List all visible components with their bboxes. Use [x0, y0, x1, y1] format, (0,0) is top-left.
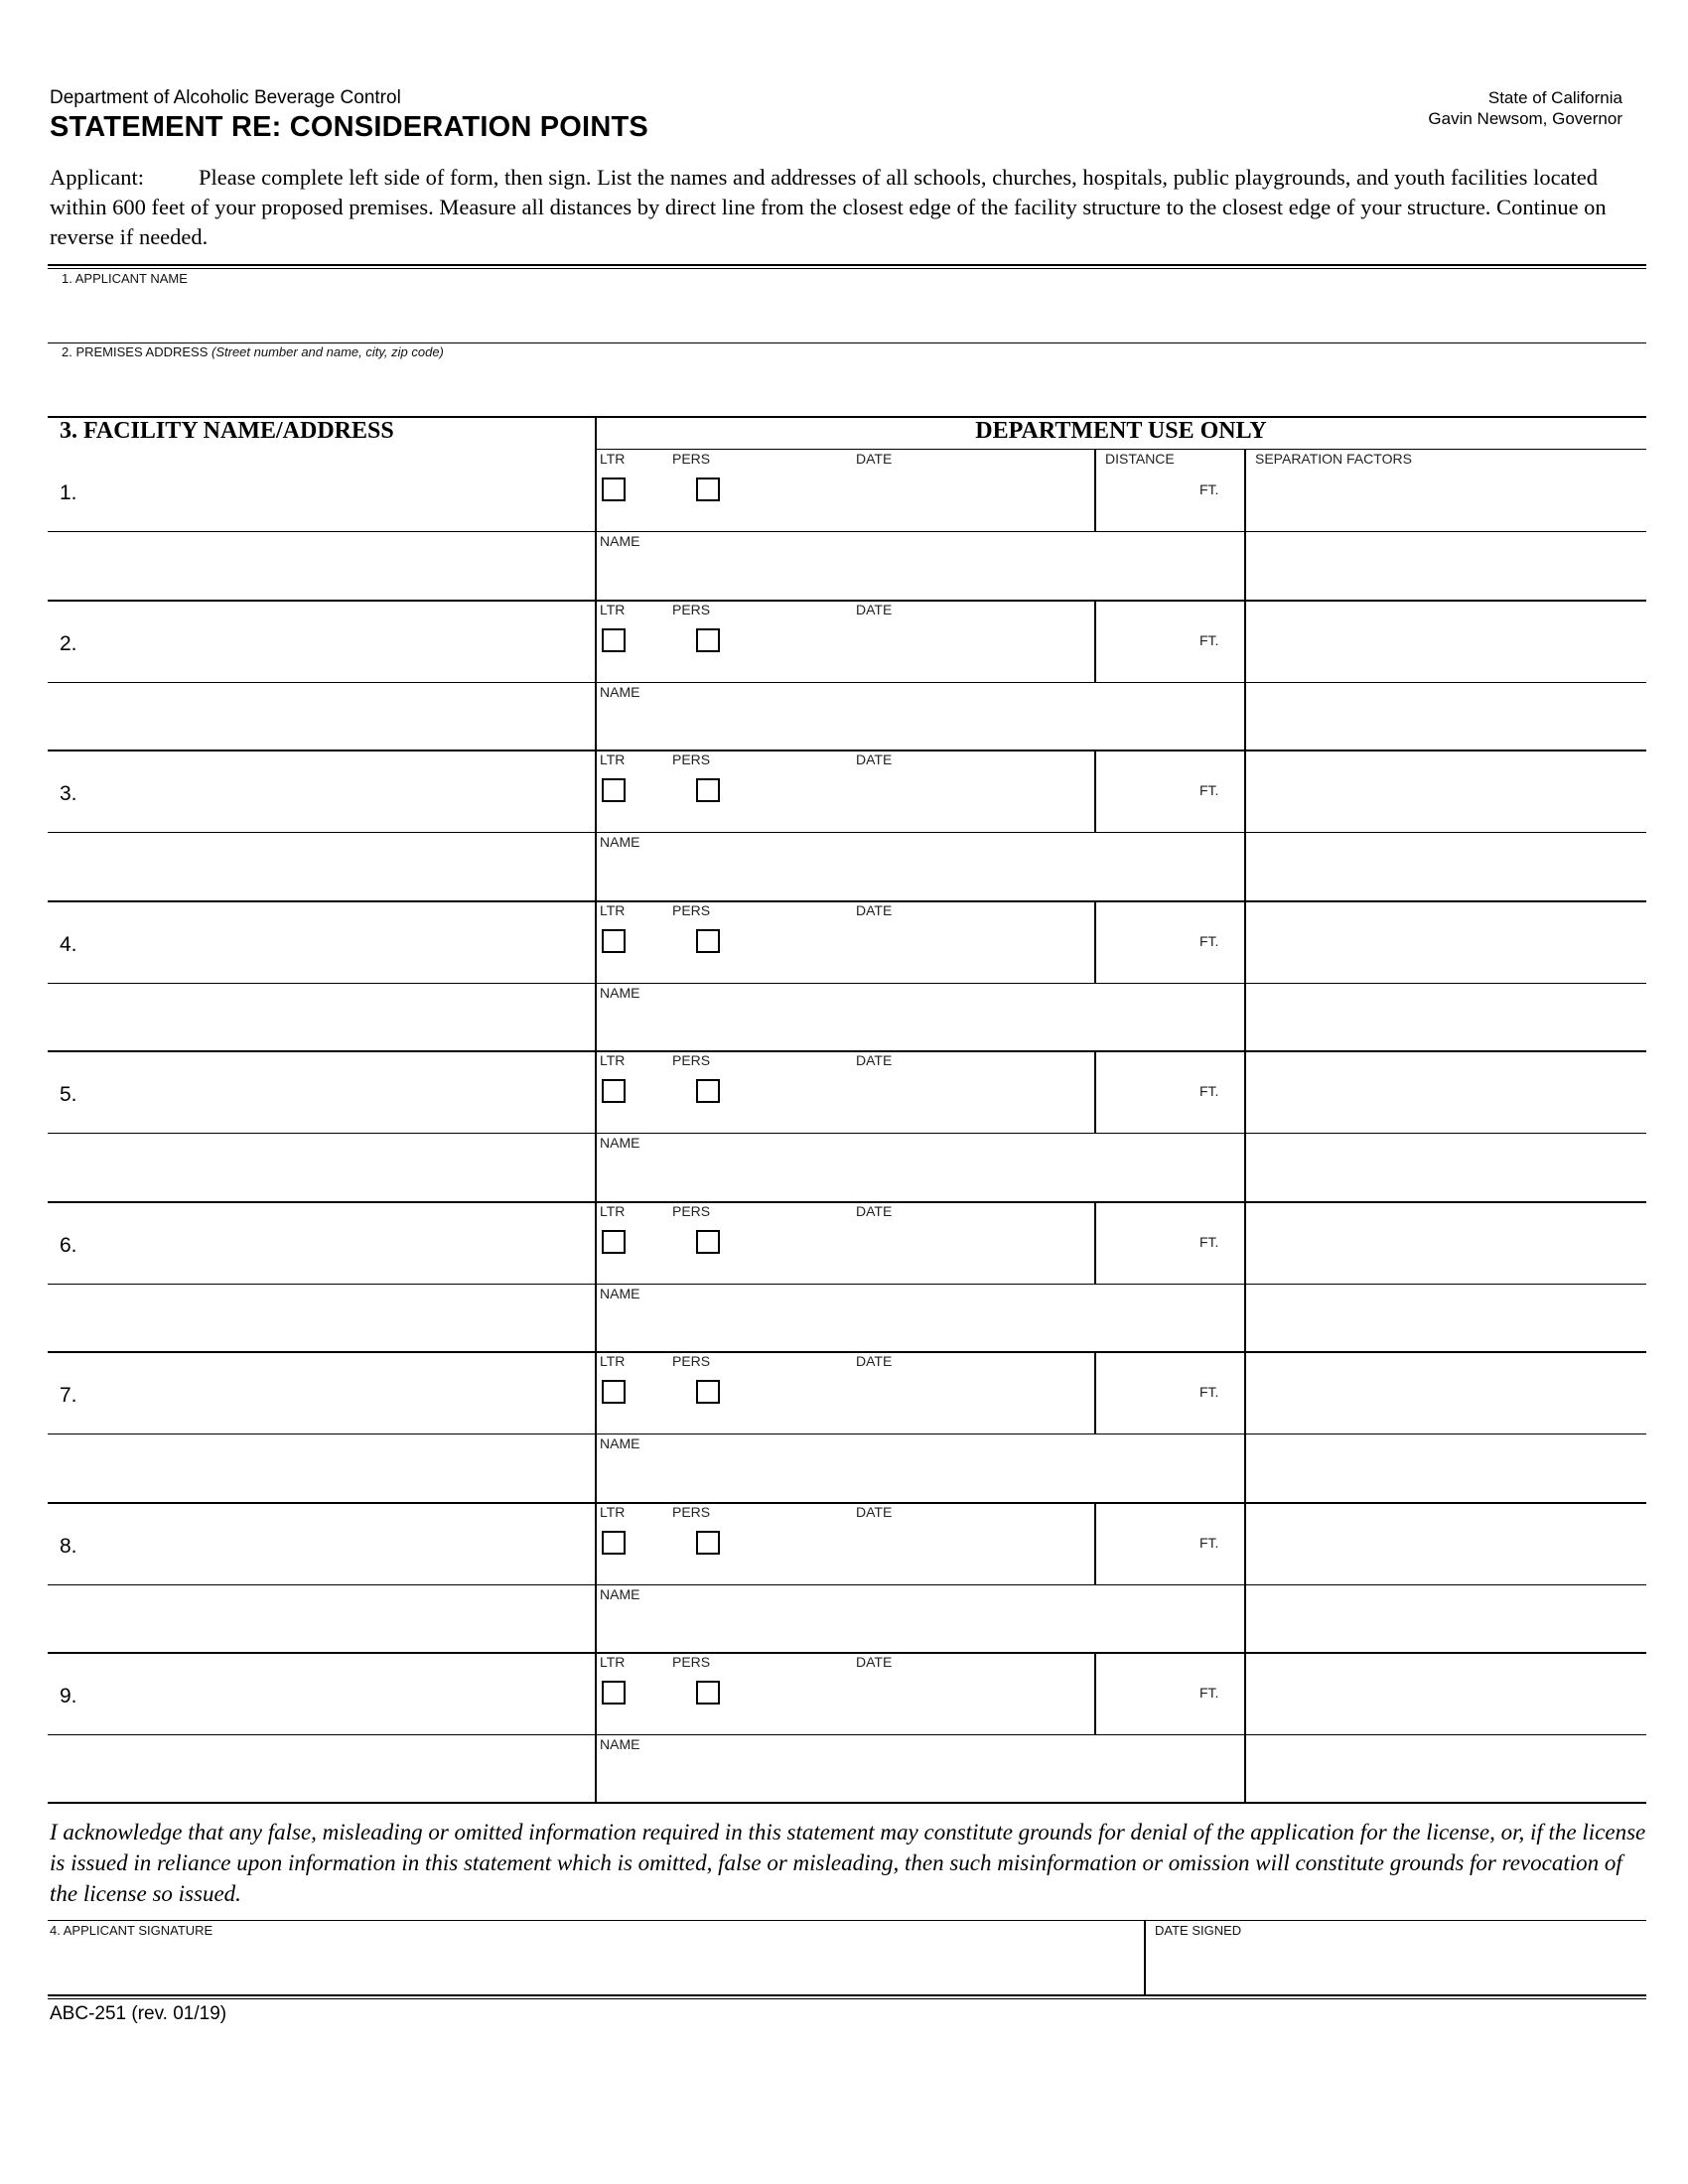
signature-bottom-rule — [48, 1994, 1646, 1996]
row-4-mid-rule — [48, 983, 1646, 984]
row-6-facility-address-field[interactable] — [50, 1285, 594, 1350]
row-9-name-label: NAME — [600, 1736, 640, 1752]
row-1-facility-address-field[interactable] — [50, 532, 594, 598]
row-4-pers-label: PERS — [672, 902, 711, 918]
department-use-header: DEPARTMENT USE ONLY — [975, 418, 1267, 444]
row-5-facility-address-field[interactable] — [50, 1134, 594, 1199]
row-8-distance-divider — [1094, 1502, 1096, 1584]
date-signed-label: DATE SIGNED — [1155, 1923, 1242, 1938]
row-7-distance-divider — [1094, 1351, 1096, 1433]
row-2-ltr-checkbox[interactable] — [602, 628, 626, 652]
row-7-name-label: NAME — [600, 1435, 640, 1451]
premises-address-label: 2. PREMISES ADDRESS — [62, 344, 209, 359]
row-7-ltr-checkbox[interactable] — [602, 1380, 626, 1404]
row-8-pers-label: PERS — [672, 1504, 711, 1520]
row-7-date-label: DATE — [856, 1353, 893, 1369]
row-4-number: 4. — [60, 933, 77, 956]
applicant-name-label: 1. APPLICANT NAME — [62, 271, 188, 286]
row-7-pers-label: PERS — [672, 1353, 711, 1369]
dept-header-rule — [596, 449, 1646, 450]
row-2-pers-label: PERS — [672, 602, 711, 617]
row-2-ft-label: FT. — [1199, 632, 1219, 648]
row-3-pers-checkbox[interactable] — [696, 778, 720, 802]
row-6-name-label: NAME — [600, 1286, 640, 1301]
row-1-number: 1. — [60, 481, 77, 504]
instructions-label: Applicant: — [50, 165, 144, 190]
row-8-ltr-label: LTR — [600, 1504, 626, 1520]
row-1-distance-label: DISTANCE — [1105, 451, 1175, 467]
row-4-ltr-checkbox[interactable] — [602, 929, 626, 953]
row-9-mid-rule — [48, 1734, 1646, 1735]
row-3-date-label: DATE — [856, 751, 893, 767]
row-3-facility-name-field[interactable] — [50, 751, 594, 831]
row-6-facility-name-field[interactable] — [50, 1203, 594, 1283]
row-8-pers-checkbox[interactable] — [696, 1531, 720, 1555]
row-9-pers-label: PERS — [672, 1654, 711, 1670]
row-9-number: 9. — [60, 1685, 77, 1707]
row-3-ft-label: FT. — [1199, 782, 1219, 798]
row-4-ltr-label: LTR — [600, 902, 626, 918]
row-7-mid-rule — [48, 1433, 1646, 1434]
row-5-ltr-checkbox[interactable] — [602, 1079, 626, 1103]
row-3-mid-rule — [48, 832, 1646, 833]
row-3-ltr-checkbox[interactable] — [602, 778, 626, 802]
row-8-name-label: NAME — [600, 1586, 640, 1602]
row-4-distance-divider — [1094, 900, 1096, 983]
row-9-date-label: DATE — [856, 1654, 893, 1670]
department-name: Department of Alcoholic Beverage Control — [50, 87, 401, 108]
row-9-ltr-checkbox[interactable] — [602, 1681, 626, 1705]
signature-divider — [1144, 1920, 1146, 1994]
row-1-ltr-label: LTR — [600, 451, 626, 467]
row-1-facility-name-field[interactable] — [50, 451, 594, 530]
row-6-ltr-checkbox[interactable] — [602, 1230, 626, 1254]
row-3-number: 3. — [60, 782, 77, 805]
row-5-ltr-label: LTR — [600, 1052, 626, 1068]
row-4-pers-checkbox[interactable] — [696, 929, 720, 953]
applicant-name-rule — [48, 342, 1646, 343]
row-1-ft-label: FT. — [1199, 481, 1219, 497]
row-8-ltr-checkbox[interactable] — [602, 1531, 626, 1555]
row-2-name-label: NAME — [600, 684, 640, 700]
row-4-ft-label: FT. — [1199, 933, 1219, 949]
row-5-date-label: DATE — [856, 1052, 893, 1068]
row-6-distance-divider — [1094, 1201, 1096, 1284]
row-5-pers-label: PERS — [672, 1052, 711, 1068]
row-7-pers-checkbox[interactable] — [696, 1380, 720, 1404]
premises-address-hint: (Street number and name, city, zip code) — [211, 344, 444, 359]
row-1-name-label: NAME — [600, 533, 640, 549]
row-2-mid-rule — [48, 682, 1646, 683]
form-id: ABC-251 (rev. 01/19) — [50, 2003, 227, 2024]
row-2-ltr-label: LTR — [600, 602, 626, 617]
state-governor-block — [1428, 87, 1622, 129]
row-2-date-label: DATE — [856, 602, 893, 617]
row-8-facility-address-field[interactable] — [50, 1585, 594, 1651]
row-9-distance-divider — [1094, 1652, 1096, 1734]
row-6-date-label: DATE — [856, 1203, 893, 1219]
row-7-facility-name-field[interactable] — [50, 1353, 594, 1433]
form-title: STATEMENT RE: CONSIDERATION POINTS — [50, 111, 648, 143]
row-5-number: 5. — [60, 1083, 77, 1106]
facility-dept-divider — [595, 416, 597, 1803]
row-5-distance-divider — [1094, 1050, 1096, 1133]
applicant-name-field[interactable] — [48, 288, 1646, 341]
row-1-pers-label: PERS — [672, 451, 711, 467]
row-3-name-label: NAME — [600, 834, 640, 850]
premises-address-label-group — [62, 344, 444, 359]
acknowledgment-text: I acknowledge that any false, misleading or omitted information required in this statement may constitute grounds for denial of the application for the license, or, if the license is issued in reliance upon information in this statement which is omitted, false or misleading, then such misinformation or omission will constitute grounds for revocation of the license so issued. — [50, 1820, 1646, 1906]
row-1-date-label: DATE — [856, 451, 893, 467]
row-9-pers-checkbox[interactable] — [696, 1681, 720, 1705]
row-7-ltr-label: LTR — [600, 1353, 626, 1369]
row-6-pers-checkbox[interactable] — [696, 1230, 720, 1254]
row-2-facility-name-field[interactable] — [50, 602, 594, 681]
row-2-distance-divider — [1094, 600, 1096, 682]
row-9-ft-label: FT. — [1199, 1685, 1219, 1701]
row-5-name-label: NAME — [600, 1135, 640, 1151]
row-1-distance-divider — [1094, 449, 1096, 531]
row-1-ltr-checkbox[interactable] — [602, 478, 626, 501]
row-5-facility-name-field[interactable] — [50, 1052, 594, 1132]
row-7-number: 7. — [60, 1384, 77, 1407]
separation-divider — [1244, 449, 1246, 1803]
row-3-facility-address-field[interactable] — [50, 833, 594, 898]
row-6-ft-label: FT. — [1199, 1234, 1219, 1250]
instructions — [50, 163, 1648, 252]
row-8-mid-rule — [48, 1584, 1646, 1585]
top-rule-thin — [48, 268, 1646, 269]
row-8-ft-label: FT. — [1199, 1535, 1219, 1551]
premises-address-field[interactable] — [48, 362, 1646, 414]
row-9-facility-name-field[interactable] — [50, 1654, 594, 1733]
signature-top-rule — [48, 1920, 1646, 1921]
row-7-ft-label: FT. — [1199, 1384, 1219, 1400]
instructions-text: Please complete left side of form, then sign. List the names and addresses of all schools, churches, hospitals, public playgrounds, and youth facilities located within 600 feet of your proposed premises. Measure all distances by direct line from the closest edge of the facility structure to the closest edge of your structure. Continue on reverse if needed. — [50, 165, 1607, 249]
applicant-signature-field[interactable] — [48, 1941, 1142, 1992]
row-4-name-label: NAME — [600, 985, 640, 1001]
row-6-mid-rule — [48, 1284, 1646, 1285]
row-5-pers-checkbox[interactable] — [696, 1079, 720, 1103]
row-4-facility-name-field[interactable] — [50, 902, 594, 982]
row-6-pers-label: PERS — [672, 1203, 711, 1219]
row-7-facility-address-field[interactable] — [50, 1434, 594, 1500]
row-2-number: 2. — [60, 632, 77, 655]
row-5-mid-rule — [48, 1133, 1646, 1134]
date-signed-field[interactable] — [1152, 1941, 1646, 1992]
row-1-mid-rule — [48, 531, 1646, 532]
row-1-separation-label: SEPARATION FACTORS — [1255, 451, 1412, 467]
top-rule — [48, 264, 1646, 266]
row-8-number: 8. — [60, 1535, 77, 1558]
row-3-pers-label: PERS — [672, 751, 711, 767]
row-2-pers-checkbox[interactable] — [696, 628, 720, 652]
row-8-facility-name-field[interactable] — [50, 1504, 594, 1583]
row-6-number: 6. — [60, 1234, 77, 1257]
row-1-pers-checkbox[interactable] — [696, 478, 720, 501]
row-4-date-label: DATE — [856, 902, 893, 918]
row-6-ltr-label: LTR — [600, 1203, 626, 1219]
row-9-facility-address-field[interactable] — [50, 1735, 594, 1801]
row-2-facility-address-field[interactable] — [50, 683, 594, 749]
applicant-signature-label: 4. APPLICANT SIGNATURE — [50, 1923, 213, 1938]
row-5-ft-label: FT. — [1199, 1083, 1219, 1099]
facility-header: 3. FACILITY NAME/ADDRESS — [60, 418, 394, 444]
row-4-facility-address-field[interactable] — [50, 984, 594, 1049]
table-bottom-border — [48, 1802, 1646, 1804]
governor-name: Gavin Newsom, Governor — [1428, 109, 1622, 128]
row-3-ltr-label: LTR — [600, 751, 626, 767]
state-name: State of California — [1487, 88, 1622, 107]
signature-bottom-rule-thin — [48, 1998, 1646, 1999]
row-8-date-label: DATE — [856, 1504, 893, 1520]
row-9-ltr-label: LTR — [600, 1654, 626, 1670]
row-3-distance-divider — [1094, 750, 1096, 832]
